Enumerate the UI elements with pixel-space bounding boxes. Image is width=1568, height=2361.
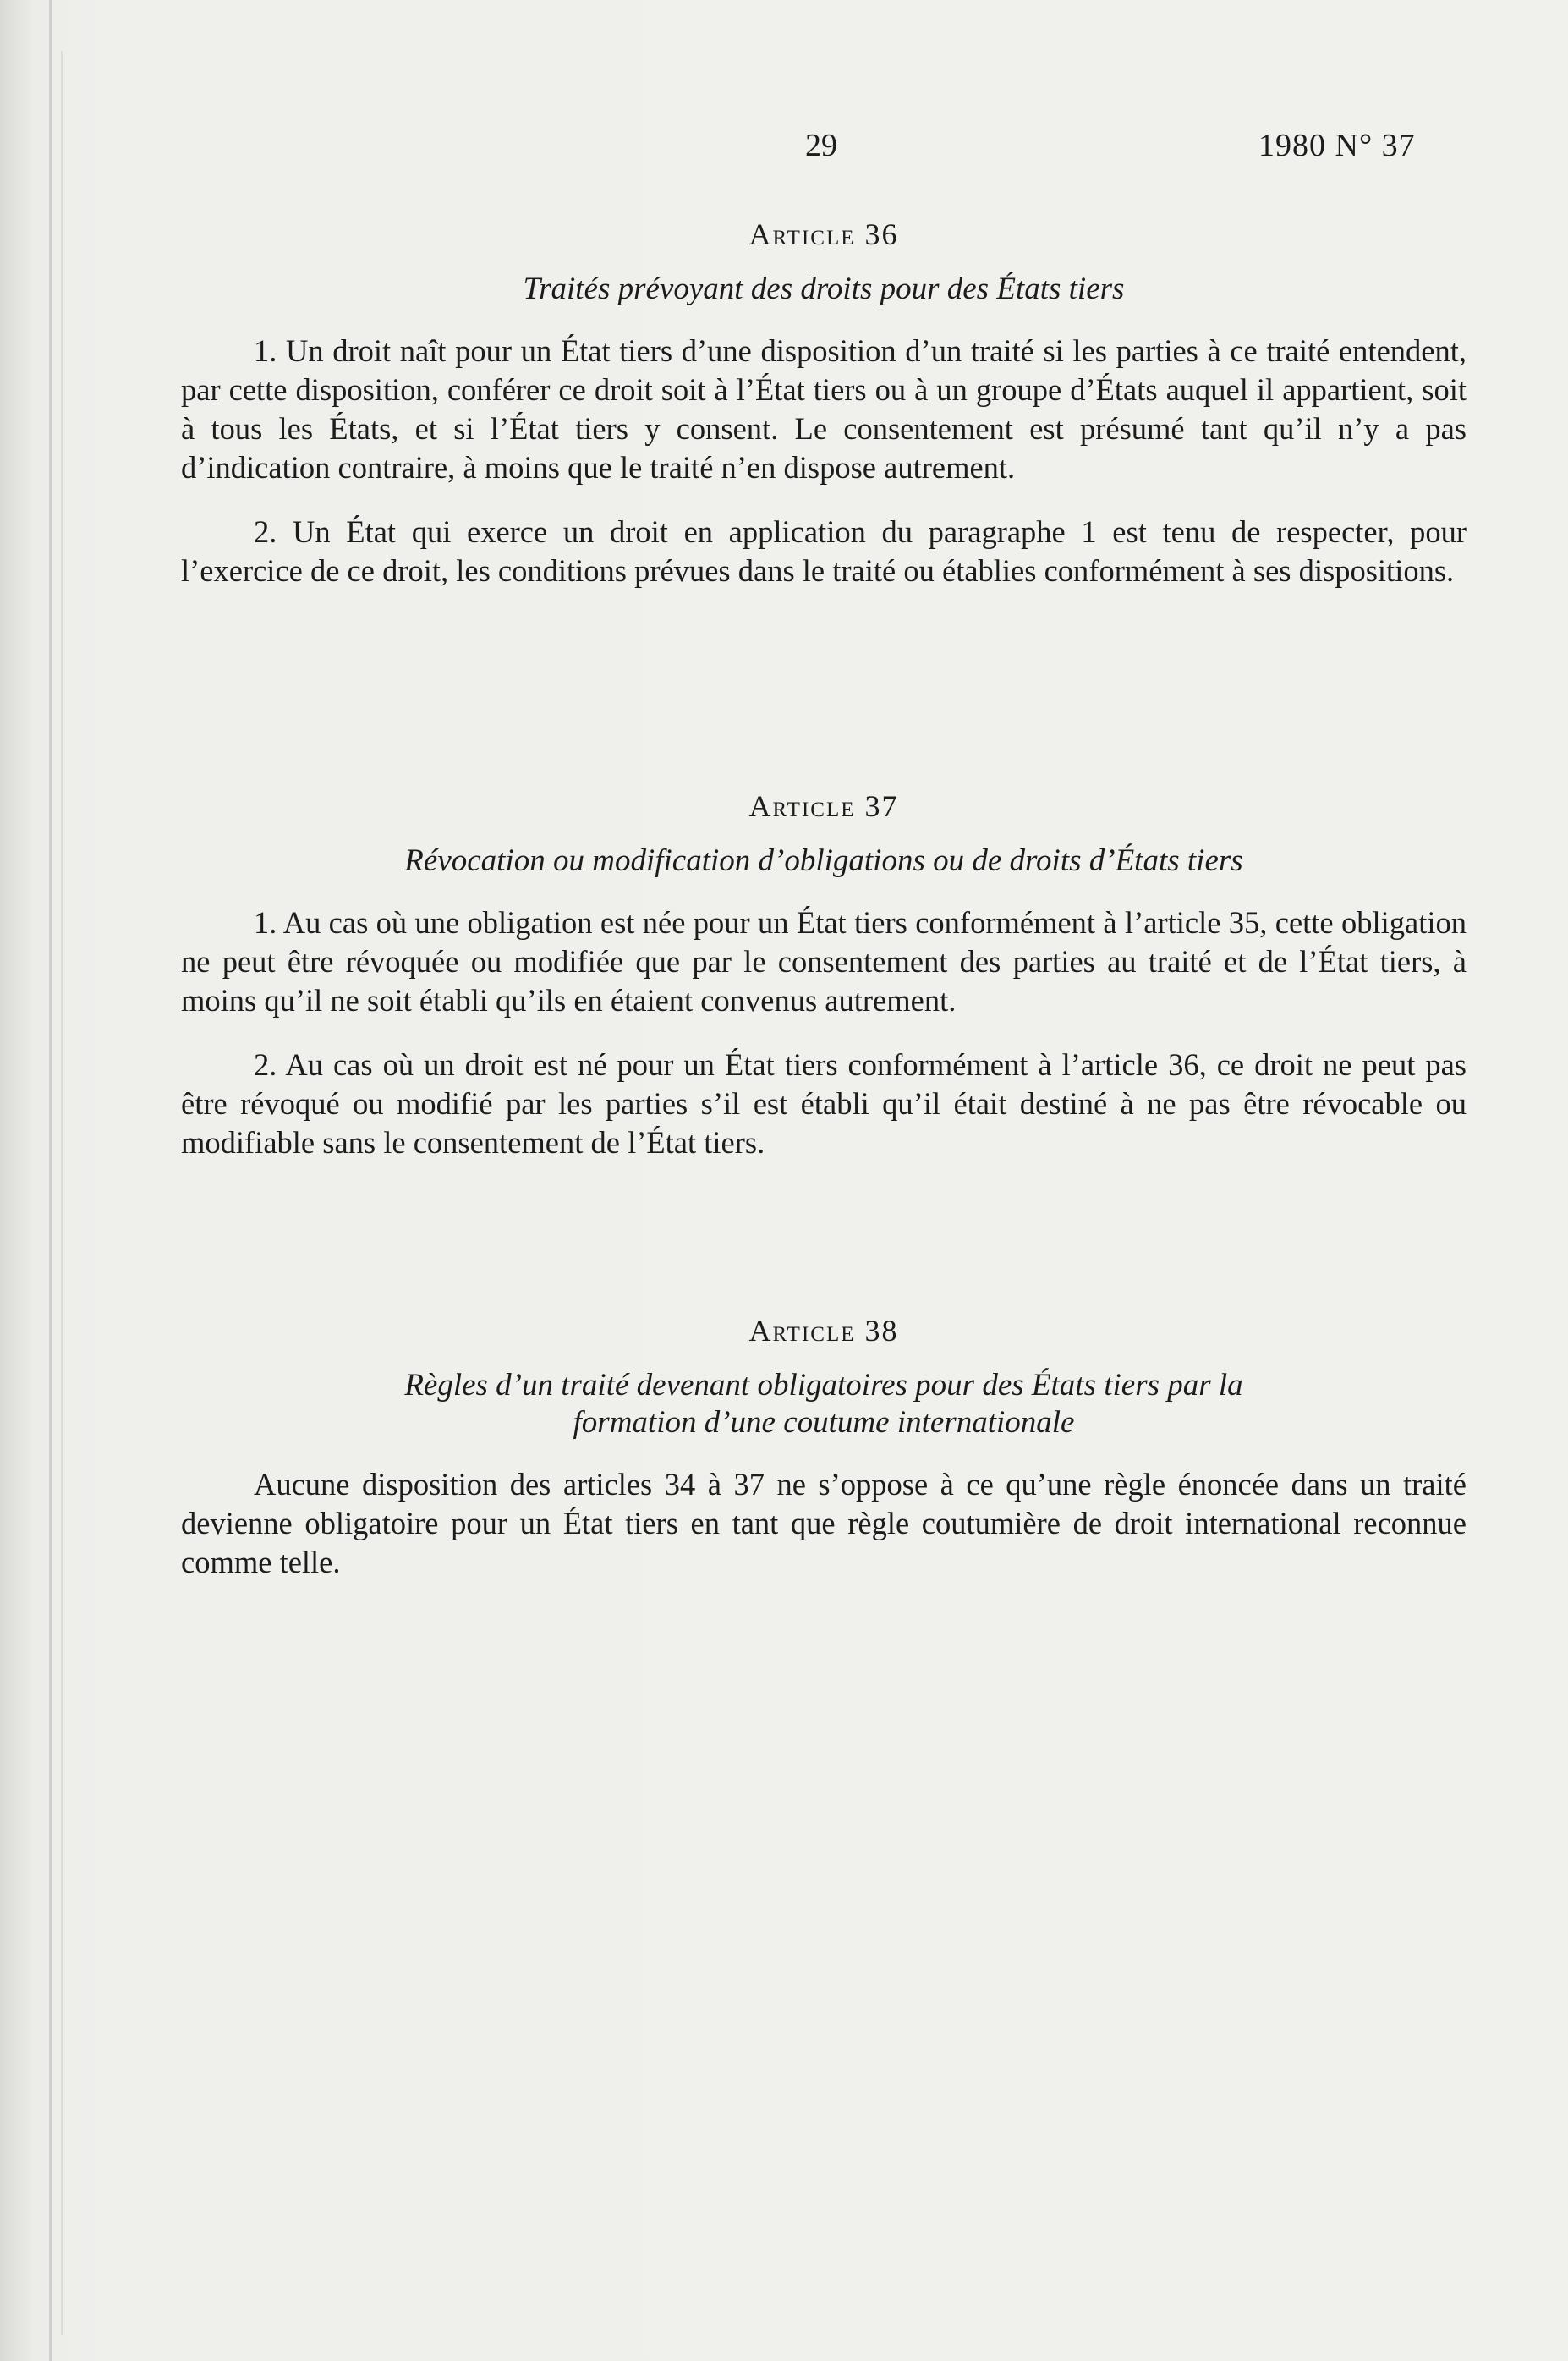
article-title: Révocation ou modification d’obligations ou de droits d’États tiers xyxy=(404,843,1243,878)
document-reference: 1980 N° 37 xyxy=(1258,128,1416,163)
article-paragraph: 2. Au cas où un droit est né pour un État tiers conformément à l’article 36, ce droit ne peut pas être révoqué ou modifié par les parties s’il est établi qu’il était destiné à ne pas être révocable ou modifiable sans le consentement de l’État tiers. xyxy=(181,1047,1467,1160)
article-paragraph: 2. Un État qui exerce un droit en application du paragraphe 1 est tenu de respecter, pour l’exercice de ce droit, les conditions prévues dans le traité ou établies conformément à ses dispositions. xyxy=(181,514,1467,588)
article-paragraph: 1. Au cas où une obligation est née pour un État tiers conformément à l’article 35, cette obligation ne peut être révoquée ou modifiée que par le consentement des parties au traité et de l’État tiers, à moins qu’il ne soit établi qu’ils en étaient convenus autrement. xyxy=(181,905,1467,1018)
binding-edge xyxy=(49,0,52,2361)
article-38 xyxy=(181,1313,1467,1607)
article-heading: Article 36 xyxy=(748,217,899,251)
article-37 xyxy=(181,788,1467,1188)
binding-shadow xyxy=(61,51,63,2335)
article-paragraph: 1. Un droit naît pour un État tiers d’une disposition d’un traité si les parties à ce traité entendent, par cette disposition, conférer ce droit soit à l’État tiers ou à un groupe d’États auquel il appartient, soit à tous les États, et si l’État tiers y consent. Le consentement est présumé tant qu’il n’y a pas d’indication contraire, à moins que le traité n’en dispose autrement. xyxy=(181,333,1467,485)
article-title: Traités prévoyant des droits pour des États tiers xyxy=(523,272,1125,306)
article-title: Règles d’un traité devenant obligatoires pour des États tiers par la formation d’une coutume internationale xyxy=(404,1368,1243,1440)
page-header xyxy=(0,127,1568,178)
article-heading: Article 37 xyxy=(748,789,899,823)
page-number: 29 xyxy=(805,128,837,163)
article-paragraph: Aucune disposition des articles 34 à 37 ne s’oppose à ce qu’une règle énoncée dans un traité devienne obligatoire pour un État tiers en tant que règle coutumière de droit international reconnue comme telle. xyxy=(181,1467,1467,1579)
article-heading: Article 38 xyxy=(748,1314,899,1348)
article-36 xyxy=(181,217,1467,616)
